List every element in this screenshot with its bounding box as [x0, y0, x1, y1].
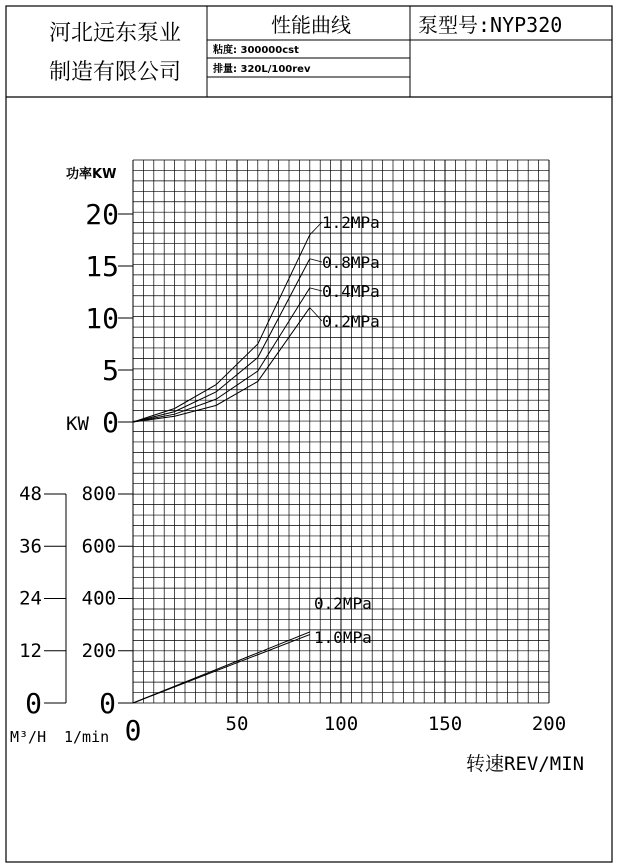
chart-labels — [19, 198, 566, 747]
power-curve — [133, 235, 310, 422]
chart-grid — [133, 160, 549, 703]
x-tick-label: 100 — [323, 713, 359, 735]
x-tick-label: 50 — [225, 713, 249, 735]
x-axis-title: 转速REV/MIN — [466, 753, 585, 775]
power-curves — [133, 222, 322, 422]
flow-m3h-tick-label: 24 — [19, 587, 42, 610]
power-tick-label: 5 — [102, 354, 119, 387]
x-tick-label: 150 — [427, 713, 463, 735]
x-tick-label: 200 — [531, 713, 567, 735]
power-curve — [133, 308, 310, 422]
x-tick-label: 0 — [124, 714, 142, 747]
flow-m3h-tick-label: 12 — [19, 639, 42, 662]
flow-m3h-tick-label: 36 — [19, 535, 42, 558]
power-axis-title: 功率KW — [66, 167, 117, 182]
flow-series-label: 1.0MPa — [314, 628, 372, 647]
flow-lmin-tick-label: 800 — [81, 483, 116, 505]
power-tick-label: 10 — [85, 302, 119, 335]
power-unit-label: KW — [66, 413, 89, 435]
flow-lmin-tick-label: 600 — [81, 535, 116, 558]
pump-model: 泵型号:NYP320 — [418, 13, 563, 37]
chart-axes — [44, 214, 133, 703]
viscosity-spec: 粘度: 300000cst — [213, 45, 299, 56]
company-name-line2: 制造有限公司 — [48, 60, 182, 85]
flow-lmin-tick-label: 400 — [81, 587, 116, 610]
flow-lmin-tick-label: 200 — [81, 639, 116, 662]
flow-m3h-tick-label: 0 — [25, 687, 42, 720]
power-series-label: 0.4MPa — [322, 282, 380, 301]
power-tick-label: 0 — [102, 406, 119, 439]
displacement-spec: 排量: 320L/100rev — [213, 64, 311, 75]
power-tick-label: 15 — [85, 250, 119, 283]
flow-lmin-tick-label: 0 — [99, 687, 116, 720]
power-series-label: 0.2MPa — [322, 312, 380, 331]
power-tick-label: 20 — [85, 198, 119, 231]
flow-unit-m3h: M³/H — [10, 728, 47, 746]
sheet-title: 性能曲线 — [271, 13, 351, 37]
power-series-label: 0.8MPa — [322, 253, 380, 272]
power-curve — [133, 259, 310, 422]
flow-unit-lmin: 1/min — [64, 728, 110, 746]
flow-m3h-tick-label: 48 — [19, 483, 42, 505]
company-name-line1: 河北远东泵业 — [48, 21, 182, 46]
flow-series-label: 0.2MPa — [314, 594, 372, 613]
power-series-label: 1.2MPa — [322, 213, 380, 232]
